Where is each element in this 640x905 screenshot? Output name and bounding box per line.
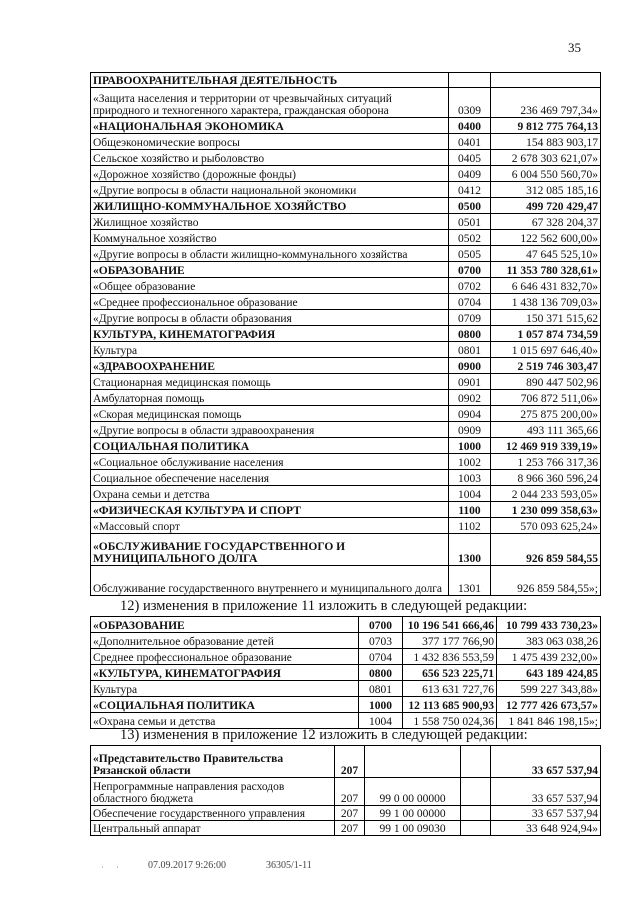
- row-amount-2019: 10 799 433 730,23»: [497, 617, 601, 633]
- row-code: 1002: [449, 454, 491, 470]
- row-code: 0501: [449, 214, 491, 230]
- row-amount: 11 353 780 328,61»: [491, 262, 601, 278]
- row-code: 207: [335, 778, 365, 806]
- table-row: [91, 198, 601, 214]
- row-name: «НАЦИОНАЛЬНАЯ ЭКОНОМИКА: [91, 118, 449, 134]
- table-row: [91, 278, 601, 294]
- row-code: 0401: [449, 134, 491, 150]
- row-name: Обслуживание государственного внутреннего и муниципального долга: [91, 566, 449, 596]
- row-name: КУЛЬТУРА, КИНЕМАТОГРАФИЯ: [91, 326, 449, 342]
- row-name: «СОЦИАЛЬНАЯ ПОЛИТИКА: [91, 697, 359, 713]
- row-code: 1300: [449, 534, 491, 566]
- row-target-article: [365, 746, 461, 778]
- row-code: 0704: [359, 649, 403, 665]
- row-code: 0700: [359, 617, 403, 633]
- row-code: 0700: [449, 262, 491, 278]
- row-amount-2019: 1 841 846 198,15»;: [497, 713, 601, 729]
- row-code: 0702: [449, 278, 491, 294]
- row-name: Сельское хозяйство и рыболовство: [91, 150, 449, 166]
- table-row: [91, 649, 601, 665]
- row-code: 0800: [449, 326, 491, 342]
- row-code: 0704: [449, 294, 491, 310]
- row-amount: 2 678 303 621,07»: [491, 150, 601, 166]
- row-code: 0409: [449, 166, 491, 182]
- table-row: [91, 470, 601, 486]
- row-code: 0709: [449, 310, 491, 326]
- table-row: [91, 778, 601, 806]
- row-amount: [491, 73, 601, 88]
- row-amount-2019: 12 777 426 673,57»: [497, 697, 601, 713]
- row-name: Охрана семьи и детства: [91, 486, 449, 502]
- row-code: 0909: [449, 422, 491, 438]
- row-name: «Защита населения и территории от чрезвычайных ситуаций природного и техногенного характера, гражданская оборона: [91, 88, 449, 118]
- row-code: 0801: [449, 342, 491, 358]
- row-code: 0800: [359, 665, 403, 681]
- budget-table-appendix-12: [90, 745, 601, 836]
- row-name: Культура: [91, 342, 449, 358]
- row-code: 0904: [449, 406, 491, 422]
- row-expense-type: [461, 806, 491, 821]
- table2-body: [91, 617, 601, 729]
- row-name: «Представительство Правительства Рязанской области: [91, 746, 335, 778]
- row-amount-2018: 613 631 727,76: [403, 681, 497, 697]
- row-name: «Другие вопросы в области национальной экономики: [91, 182, 449, 198]
- row-code: 1100: [449, 502, 491, 518]
- row-code: 1003: [449, 470, 491, 486]
- scan-mark: ·: [116, 862, 119, 872]
- table-row: [91, 73, 601, 88]
- row-code: 0900: [449, 358, 491, 374]
- row-name: «КУЛЬТУРА, КИНЕМАТОГРАФИЯ: [91, 665, 359, 681]
- table-row: [91, 681, 601, 697]
- row-name: Культура: [91, 681, 359, 697]
- table-row: [91, 342, 601, 358]
- row-amount: 2 044 233 593,05»: [491, 486, 601, 502]
- row-code: 1000: [359, 697, 403, 713]
- row-amount: 1 438 136 709,03»: [491, 294, 601, 310]
- row-amount-2018: 10 196 541 666,46: [403, 617, 497, 633]
- row-code: 1004: [359, 713, 403, 729]
- table1-body: [91, 73, 601, 596]
- row-amount: 1 015 697 646,40»: [491, 342, 601, 358]
- row-amount: 570 093 625,24»: [491, 518, 601, 534]
- table-row: [91, 294, 601, 310]
- row-amount: 12 469 919 339,19»: [491, 438, 601, 454]
- table-row: [91, 166, 601, 182]
- row-amount-2018: 656 523 225,71: [403, 665, 497, 681]
- row-name: «Скорая медицинская помощь: [91, 406, 449, 422]
- table3-body: [91, 746, 601, 836]
- table-row: [91, 502, 601, 518]
- row-code: 1004: [449, 486, 491, 502]
- table-row: [91, 406, 601, 422]
- table-row: [91, 374, 601, 390]
- row-code: 207: [335, 746, 365, 778]
- row-name: «ОБСЛУЖИВАНИЕ ГОСУДАРСТВЕННОГО И МУНИЦИПАЛЬНОГО ДОЛГА: [91, 534, 449, 566]
- budget-table-appendix-11: [90, 616, 601, 729]
- row-name: «Дорожное хозяйство (дорожные фонды): [91, 166, 449, 182]
- row-amount: 275 875 200,00»: [491, 406, 601, 422]
- row-target-article: 99 0 00 00000: [365, 778, 461, 806]
- table-row: [91, 230, 601, 246]
- footer-datetime: 07.09.2017 9:26:00: [148, 860, 227, 871]
- row-name: Непрограммные направления расходов областного бюджета: [91, 778, 335, 806]
- row-code: 1102: [449, 518, 491, 534]
- row-amount: 6 646 431 832,70»: [491, 278, 601, 294]
- row-amount: 1 253 766 317,36: [491, 454, 601, 470]
- row-amount: 6 004 550 560,70»: [491, 166, 601, 182]
- row-name: «Среднее профессиональное образование: [91, 294, 449, 310]
- table-row: [91, 617, 601, 633]
- table-row: [91, 150, 601, 166]
- row-amount: 8 966 360 596,24: [491, 470, 601, 486]
- row-amount: 926 859 584,55: [491, 534, 601, 566]
- table-row: [91, 518, 601, 534]
- row-name: «Общее образование: [91, 278, 449, 294]
- table-row: [91, 806, 601, 821]
- row-amount: 493 111 365,66: [491, 422, 601, 438]
- row-name: ПРАВООХРАНИТЕЛЬНАЯ ДЕЯТЕЛЬНОСТЬ: [91, 73, 449, 88]
- table-row: [91, 214, 601, 230]
- row-code: 0400: [449, 118, 491, 134]
- row-expense-type: [461, 821, 491, 836]
- table-row: [91, 88, 601, 118]
- row-amount: 2 519 746 303,47: [491, 358, 601, 374]
- table-row: [91, 118, 601, 134]
- row-name: «Другие вопросы в области здравоохранения: [91, 422, 449, 438]
- row-code: 0500: [449, 198, 491, 214]
- row-amount: 312 085 185,16: [491, 182, 601, 198]
- row-name: Стационарная медицинская помощь: [91, 374, 449, 390]
- row-code: 1000: [449, 438, 491, 454]
- row-name: Обеспечение государственного управления: [91, 806, 335, 821]
- row-code: 207: [335, 821, 365, 836]
- row-name: Центральный аппарат: [91, 821, 335, 836]
- row-amount-2018: 1 432 836 553,59: [403, 649, 497, 665]
- row-amount: 9 812 775 764,13: [491, 118, 601, 134]
- caption-appendix-12: 13) изменения в приложение 12 изложить в следующей редакции:: [120, 727, 528, 743]
- row-code: 0901: [449, 374, 491, 390]
- table-row: [91, 422, 601, 438]
- row-name: Общеэкономические вопросы: [91, 134, 449, 150]
- row-amount: 33 648 924,94»: [491, 821, 601, 836]
- row-code: 0309: [449, 88, 491, 118]
- row-amount-2019: 599 227 343,88»: [497, 681, 601, 697]
- table-row: [91, 390, 601, 406]
- row-code: 0505: [449, 246, 491, 262]
- row-amount: 33 657 537,94: [491, 746, 601, 778]
- row-code: 0902: [449, 390, 491, 406]
- row-name: «Охрана семьи и детства: [91, 713, 359, 729]
- table-row: [91, 566, 601, 596]
- row-amount: 67 328 204,37: [491, 214, 601, 230]
- row-name: «ОБРАЗОВАНИЕ: [91, 617, 359, 633]
- table-row: [91, 665, 601, 681]
- row-amount: 926 859 584,55»;: [491, 566, 601, 596]
- row-code: 0412: [449, 182, 491, 198]
- table-row: [91, 534, 601, 566]
- row-amount: 1 057 874 734,59: [491, 326, 601, 342]
- table-row: [91, 821, 601, 836]
- table-row: [91, 697, 601, 713]
- row-name: «ЗДРАВООХРАНЕНИЕ: [91, 358, 449, 374]
- row-name: «Массовый спорт: [91, 518, 449, 534]
- row-name: ЖИЛИЩНО-КОММУНАЛЬНОЕ ХОЗЯЙСТВО: [91, 198, 449, 214]
- row-name: Среднее профессиональное образование: [91, 649, 359, 665]
- row-code: 0405: [449, 150, 491, 166]
- table-row: [91, 633, 601, 649]
- row-amount: 236 469 797,34»: [491, 88, 601, 118]
- row-amount: 1 230 099 358,63»: [491, 502, 601, 518]
- table-row: [91, 438, 601, 454]
- row-amount: 122 562 600,00»: [491, 230, 601, 246]
- row-amount: 154 883 903,17: [491, 134, 601, 150]
- row-amount: 499 720 429,47: [491, 198, 601, 214]
- table-row: [91, 134, 601, 150]
- row-amount: 706 872 511,06»: [491, 390, 601, 406]
- scan-mark: ·: [101, 862, 104, 872]
- row-amount-2019: 1 475 439 232,00»: [497, 649, 601, 665]
- row-amount: 33 657 537,94: [491, 778, 601, 806]
- caption-appendix-11: 12) изменения в приложение 11 изложить в следующей редакции:: [120, 598, 528, 614]
- budget-table-sections: [90, 72, 601, 596]
- page-number: 35: [568, 40, 581, 55]
- row-expense-type: [461, 746, 491, 778]
- table-row: [91, 326, 601, 342]
- row-name: Коммунальное хозяйство: [91, 230, 449, 246]
- table-row: [91, 262, 601, 278]
- table-row: [91, 746, 601, 778]
- row-amount-2019: 643 189 424,85: [497, 665, 601, 681]
- row-amount: 33 657 537,94: [491, 806, 601, 821]
- row-target-article: 99 1 00 00000: [365, 806, 461, 821]
- row-amount: 47 645 525,10»: [491, 246, 601, 262]
- row-amount-2018: 12 113 685 900,93: [403, 697, 497, 713]
- footer-doc-id: 36305/1-11: [266, 860, 312, 871]
- row-name: Жилищное хозяйство: [91, 214, 449, 230]
- row-name: Социальное обеспечение населения: [91, 470, 449, 486]
- row-amount-2018: 1 558 750 024,36: [403, 713, 497, 729]
- row-name: «Другие вопросы в области образования: [91, 310, 449, 326]
- row-name: СОЦИАЛЬНАЯ ПОЛИТИКА: [91, 438, 449, 454]
- table-row: [91, 182, 601, 198]
- table-row: [91, 454, 601, 470]
- row-name: «ОБРАЗОВАНИЕ: [91, 262, 449, 278]
- table-row: [91, 246, 601, 262]
- row-code: 1301: [449, 566, 491, 596]
- row-name: «Другие вопросы в области жилищно-коммунального хозяйства: [91, 246, 449, 262]
- row-code: 0801: [359, 681, 403, 697]
- table-row: [91, 358, 601, 374]
- row-code: 207: [335, 806, 365, 821]
- row-amount-2018: 377 177 766,90: [403, 633, 497, 649]
- row-amount: 150 371 515,62: [491, 310, 601, 326]
- row-name: Амбулаторная помощь: [91, 390, 449, 406]
- row-expense-type: [461, 778, 491, 806]
- row-target-article: 99 1 00 09030: [365, 821, 461, 836]
- row-name: «Социальное обслуживание населения: [91, 454, 449, 470]
- row-code: 0502: [449, 230, 491, 246]
- row-amount: 890 447 502,96: [491, 374, 601, 390]
- row-name: «Дополнительное образование детей: [91, 633, 359, 649]
- row-name: «ФИЗИЧЕСКАЯ КУЛЬТУРА И СПОРТ: [91, 502, 449, 518]
- table-row: [91, 310, 601, 326]
- row-code: 0703: [359, 633, 403, 649]
- row-code: [449, 73, 491, 88]
- row-amount-2019: 383 063 038,26: [497, 633, 601, 649]
- table-row: [91, 486, 601, 502]
